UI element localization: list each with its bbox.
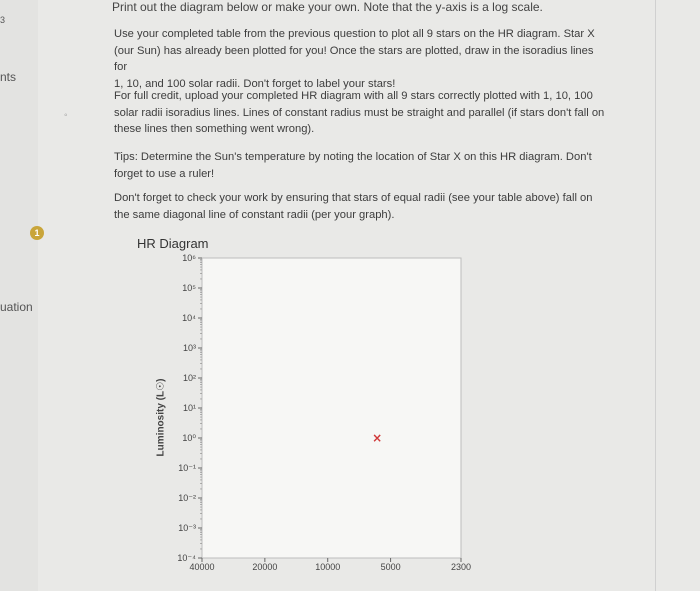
sidebar-item-evaluation[interactable]: uation (0, 300, 33, 314)
y-tick-label: 10² (182, 373, 196, 383)
plot-area (202, 258, 461, 558)
sidebar-item-contents[interactable]: nts (0, 70, 17, 84)
y-tick-label: 10⁻² (178, 493, 196, 503)
credit-line: solar radii isoradius lines. Lines of constant radius must be straight and parallel (if stars don't fall on (114, 106, 605, 119)
check-line: the same diagonal line of constant radii (per your graph). (114, 208, 395, 221)
star-x-marker: × (372, 431, 383, 445)
instructions-line: (our Sun) has already been plotted for you! Once the stars are plotted, draw in the isoradius lines for (114, 44, 594, 73)
y-tick-label: 10⁻¹ (178, 463, 196, 473)
notification-badge: 1 (30, 226, 44, 240)
y-tick-label: 10⁵ (182, 283, 196, 293)
x-tick-label: 10000 (315, 562, 341, 572)
instructions-line: Use your completed table from the previous question to plot all 9 stars on the HR diagram. Star X (114, 28, 595, 40)
sidebar-item-number: 3 (0, 15, 6, 25)
y-tick-label: 10⁴ (182, 313, 196, 323)
credit-line: For full credit, upload your completed HR diagram with all 9 stars correctly plotted with 1, 10, 100 (114, 90, 593, 102)
y-tick-label: 10¹ (182, 403, 196, 413)
decorative-mark-icon: ◦ (64, 110, 68, 121)
check-line: Don't forget to check your work by ensuring that stars of equal radii (see your table above) fall on (114, 192, 593, 204)
y-tick-label: 10⁻⁴ (177, 553, 196, 563)
x-tick-label: 40000 (189, 562, 215, 572)
y-tick-label: 10⁻³ (178, 523, 196, 533)
x-tick-label: 2300 (450, 562, 472, 572)
tips-line: Tips: Determine the Sun's temperature by noting the location of Star X on this HR diagram. Don't (114, 151, 592, 163)
instructions-line: 1, 10, and 100 solar radii. Don't forget to label your stars! (114, 77, 396, 90)
intro-text: Print out the diagram below or make your own. Note that the y-axis is a log scale. (112, 0, 543, 14)
y-axis-label: Luminosity (L☉) (155, 378, 167, 457)
tips-line: forget to use a ruler! (114, 167, 215, 180)
credit-line: these lines then something went wrong). (114, 123, 315, 135)
x-tick-label: 20000 (252, 562, 278, 572)
x-tick-label: 5000 (380, 562, 401, 572)
chart-title: HR Diagram (137, 236, 209, 251)
y-tick-label: 10⁶ (182, 253, 196, 263)
y-tick-label: 10³ (182, 343, 196, 353)
y-tick-label: 10⁰ (182, 433, 196, 443)
